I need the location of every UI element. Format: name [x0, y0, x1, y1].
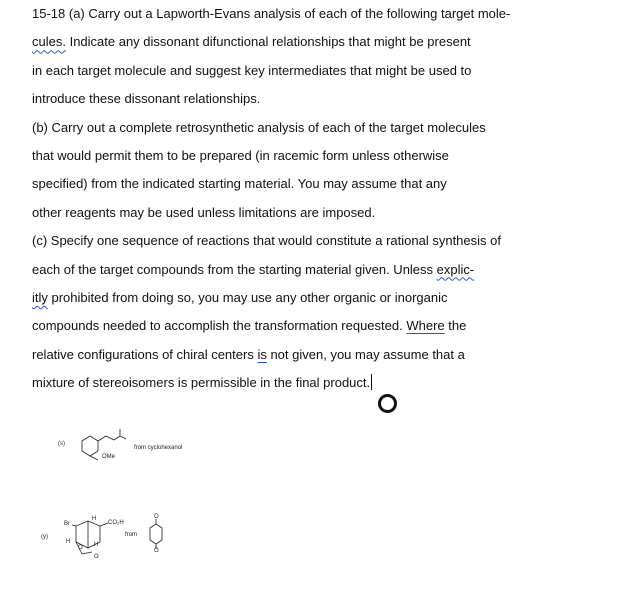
source-y: from [125, 532, 137, 538]
figure-s [50, 425, 210, 470]
text-line-13-rest: not given, you may assume that a [266, 346, 465, 362]
h-label-1: H [92, 516, 97, 522]
text-line-10-start: each of the target compounds from the starting material given. Unless [32, 261, 437, 277]
co2h-label: CO₂H [108, 520, 124, 526]
o-label-3: O [154, 514, 159, 520]
bromo-label: Br [64, 521, 70, 527]
text-line-12-start: compounds needed to accomplish the transformation requested. [32, 318, 403, 334]
text-line-11 [32, 284, 592, 312]
figure-s-label: (s) [58, 441, 65, 447]
text-line-13-start: relative configurations of chiral centers [32, 346, 258, 362]
problem-text [32, 0, 592, 397]
text-line-4: introduce these dissonant relationships. [32, 91, 261, 107]
text-line-14-text: mixture of stereoisomers is permissible in the final product. [32, 375, 371, 391]
text-line-1: 15-18 (a) Carry out a Lapworth-Evans analysis of each of the following target mole- [32, 6, 511, 21]
figure-y-label: (y) [41, 534, 48, 540]
text-line-12-end: the [444, 318, 467, 334]
grammar-flag-is[interactable]: is [257, 346, 267, 362]
text-line-13 [32, 341, 592, 369]
text-line-12 [32, 312, 592, 340]
figure-y [36, 512, 176, 564]
text-line-10 [32, 256, 592, 284]
grammar-flag-where[interactable]: Where [406, 318, 445, 334]
o-label-4: O [154, 548, 159, 554]
misspelled-word-cules[interactable]: cules. [32, 34, 66, 50]
text-line-7: specified) from the indicated starting material. You may assume that any [32, 176, 447, 192]
o-label-2: O [94, 554, 99, 560]
source-s: from cyclohexanol [134, 445, 183, 451]
h-label-2: H [66, 539, 71, 545]
misspelled-word-explic[interactable]: explic- [436, 261, 475, 277]
text-line-8: other reagents may be used unless limitations are imposed. [32, 204, 376, 220]
text-line-9: (c) Specify one sequence of reactions that would constitute a rational synthesis of [32, 233, 501, 249]
cursor-ring-icon [378, 394, 397, 413]
text-cursor [371, 374, 372, 390]
text-line-6: that would permit them to be prepared (in racemic form unless otherwise [32, 147, 449, 163]
text-line-2 [32, 28, 592, 56]
text-line-14 [32, 369, 592, 397]
text-line-5: (b) Carry out a complete retrosynthetic analysis of each of the target molecules [32, 119, 486, 135]
misspelled-word-itly[interactable]: itly [32, 289, 48, 305]
h-label-3: H [94, 542, 99, 548]
text-line-2-rest: Indicate any dissonant difunctional relationships that might be present [65, 34, 471, 50]
text-line-3: in each target molecule and suggest key intermediates that might be used to [32, 62, 472, 78]
text-line-11-rest: prohibited from doing so, you may use any other organic or inorganic [47, 289, 448, 305]
ome-label: OMe [102, 454, 116, 460]
o-label-1: O [78, 545, 83, 551]
